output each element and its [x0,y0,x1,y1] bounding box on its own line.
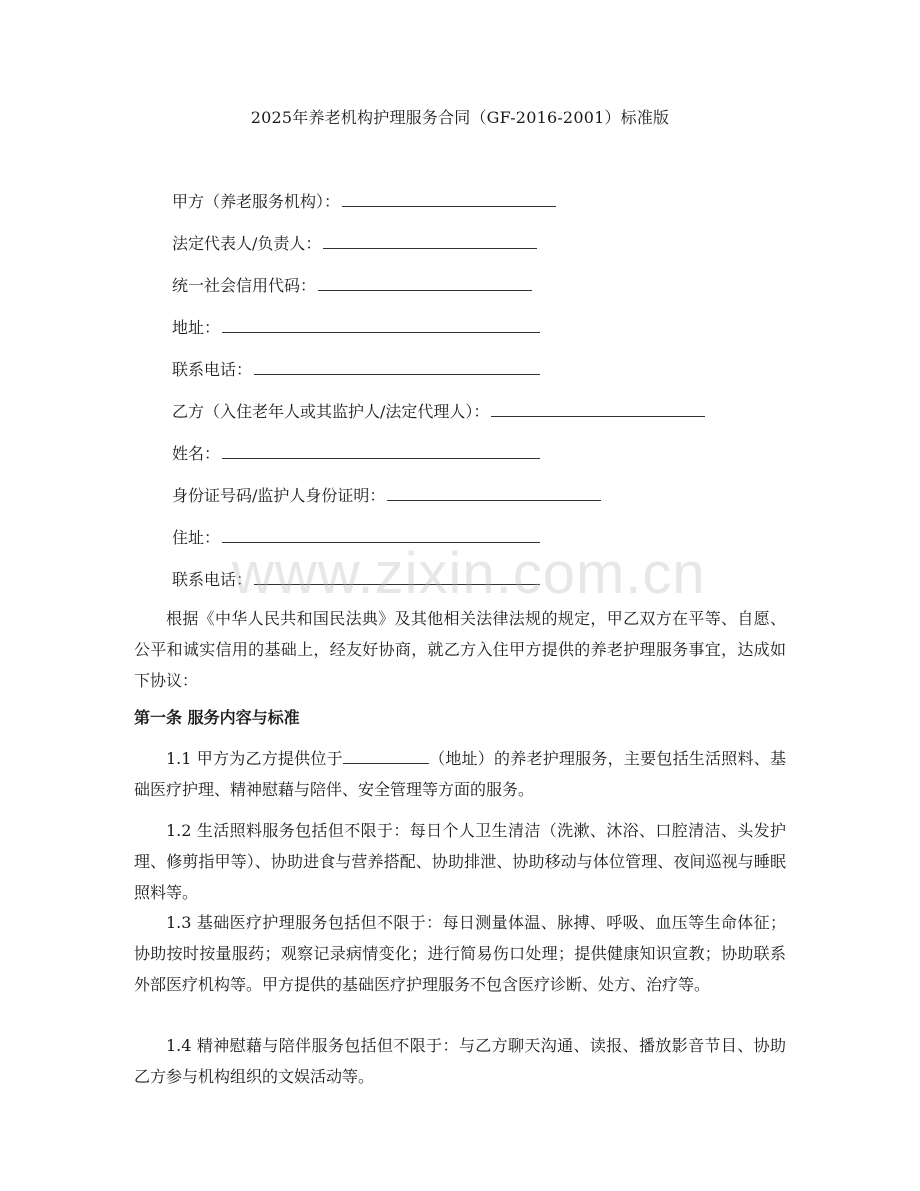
site-watermark: www.zixin.com.cn [232,541,706,606]
party-a-name-field [172,190,556,214]
party-b-person-name-field [172,442,540,466]
party-b-phone-label: 联系电话： [172,570,253,589]
clause-1-1-address-blank [343,749,429,764]
party-a-credit-code-label: 统一社会信用代码： [172,276,317,295]
party-b-address-field [172,526,540,550]
party-b-phone-field [172,568,540,592]
preamble-paragraph: 根据《中华人民共和国民法典》及其他相关法律法规的规定，甲乙双方在平等、自愿、公平和诚实信用的基础上，经友好协商，就乙方入住甲方提供的养老护理服务事宜，达成如下协议： [134,609,786,690]
clause-1-3: 1.3 基础医疗护理服务包括但不限于：每日测量体温、脉搏、呼吸、血压等生命体征；协助按时按量服药；观察记录病情变化；进行简易伤口处理；提供健康知识宣教；协助联系外部医疗机构等。甲方提供的基础医疗护理服务不包含医疗诊断、处方、治疗等。 [134,913,786,994]
clause-1-1-after: （地址）的养老护理服务，主要包括生活照料、基础医疗护理、精神慰藉与陪伴、安全管理等方面的服务。 [134,749,786,799]
party-a-name-blank [342,192,556,207]
party-b-person-name-blank [222,444,540,459]
party-b-person-name-label: 姓名： [172,444,221,463]
article-1-heading: 第一条 服务内容与标准 [134,708,300,727]
party-a-address-field [172,316,540,340]
party-a-credit-code-field [172,274,532,298]
party-b-id-label: 身份证号码/监护人身份证明： [172,486,386,505]
party-b-address-label: 住址： [172,528,221,547]
party-a-rep-label: 法定代表人/负责人： [172,234,322,253]
clause-1-4: 1.4 精神慰藉与陪伴服务包括但不限于：与乙方聊天沟通、读报、播放影音节目、协助乙方参与机构组织的文娱活动等。 [134,1036,786,1086]
party-b-address-blank [222,528,540,543]
clause-1-2: 1.2 生活照料服务包括但不限于：每日个人卫生清洁（洗漱、沐浴、口腔清洁、头发护理、修剪指甲等）、协助进食与营养搭配、协助排泄、协助移动与体位管理、夜间巡视与睡眠照料等。 [134,821,786,902]
party-b-name-field [172,400,705,424]
party-a-phone-blank [254,360,540,375]
party-a-phone-field [172,358,540,382]
party-a-name-label: 甲方（养老服务机构）： [172,192,341,211]
party-a-credit-code-blank [318,276,532,291]
party-a-address-label: 地址： [172,318,221,337]
party-a-rep-field [172,232,537,256]
document-title: 2025年养老机构护理服务合同（GF-2016-2001）标准版 [250,108,670,127]
party-a-rep-blank [323,234,537,249]
party-a-address-blank [222,318,540,333]
party-b-name-label: 乙方（入住老年人或其监护人/法定代理人）： [172,402,490,421]
party-b-phone-blank [254,570,540,585]
party-a-phone-label: 联系电话： [172,360,253,379]
party-b-id-blank [387,486,601,501]
clause-1-1-before: 1.1 甲方为乙方提供位于 [166,749,343,768]
party-b-name-blank [491,402,705,417]
clause-1-1 [134,743,786,805]
party-b-id-field [172,484,601,508]
